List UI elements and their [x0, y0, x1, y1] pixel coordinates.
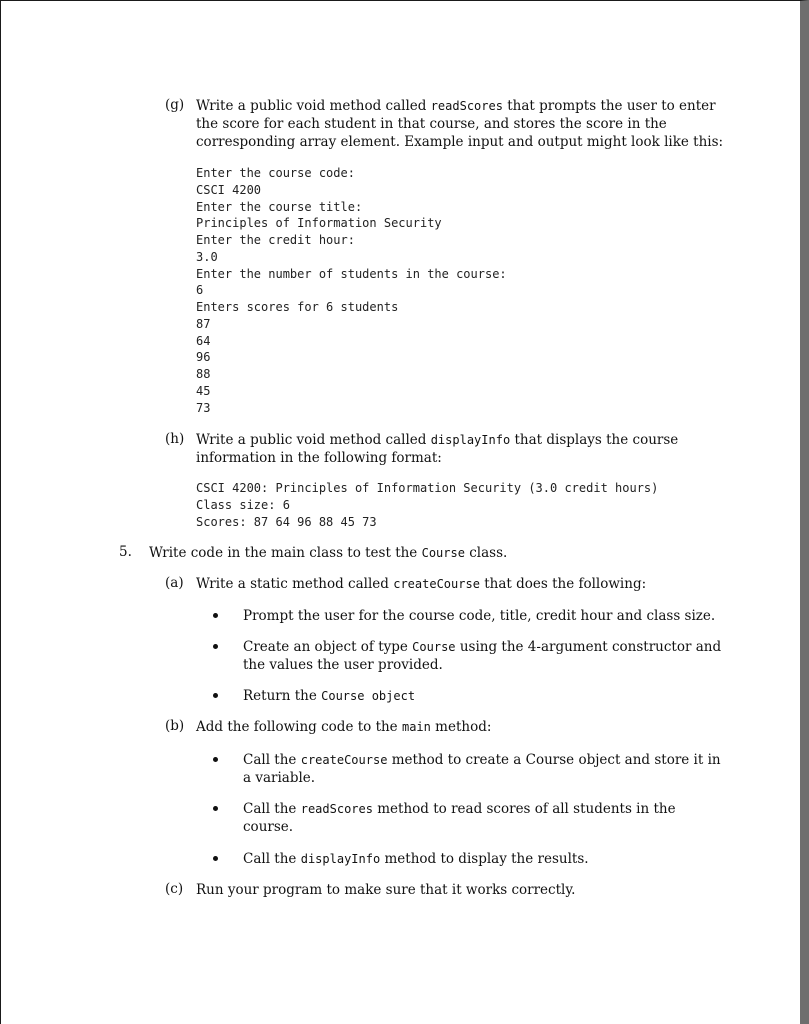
item-label-a: (a): [165, 575, 184, 591]
question-5-text: Write code in the main class to test the Course class.: [149, 545, 508, 561]
code-displayInfo: displayInfo: [430, 433, 511, 447]
item-g-text: Write a public void method called readScores that prompts the user to enter the score for each student in that course, and stores the score in the corresponding array element. Example input and output might look like this:: [196, 98, 724, 150]
bullet-dot: [213, 693, 218, 698]
b-bullet-2: Call the readScores method to read scores of all students in the course.: [243, 801, 676, 835]
bullet-dot: [213, 806, 218, 811]
a-bullet-1: Prompt the user for the course code, title, credit hour and class size.: [243, 608, 716, 624]
code-createCourse: createCourse: [393, 577, 480, 591]
code-main: main: [401, 720, 431, 734]
a-bullet-2: Create an object of type Course using the 4-argument constructor and the values the user provided.: [243, 639, 722, 673]
item-c-text: Run your program to make sure that it works correctly.: [196, 882, 576, 898]
item-label-g: (g): [165, 97, 185, 113]
item-label-c: (c): [165, 881, 184, 897]
item-h-text: Write a public void method called displayInfo that displays the course information in the following format:: [196, 432, 679, 466]
item-a-text: Write a static method called createCourse that does the following:: [196, 576, 647, 592]
b-bullet-3: Call the displayInfo method to display the results.: [243, 851, 589, 867]
a-bullet-3: Return the Course object: [243, 688, 416, 704]
item-label-h: (h): [165, 431, 185, 447]
display-format-block: CSCI 4200: Principles of Information Security (3.0 credit hours) Class size: 6 Scores: 87 64 96 88 45 73: [196, 481, 659, 529]
item-label-b: (b): [165, 718, 185, 734]
sample-io-block: Enter the course code: CSCI 4200 Enter the course title: Principles of Information Security Enter the credit hour: 3.0 Enter the number of students in the course: 6 Enters scores for 6 students 87 64 96 88 45 73: [196, 166, 507, 415]
bullet-dot: [213, 856, 218, 861]
question-number-5: 5.: [119, 544, 132, 560]
b-bullet-1: Call the createCourse method to create a Course object and store it in a variable.: [243, 752, 721, 786]
bullet-dot: [213, 613, 218, 618]
bullet-dot: [213, 757, 218, 762]
code-Course: Course: [421, 546, 465, 560]
code-readScores: readScores: [430, 99, 503, 113]
bullet-dot: [213, 644, 218, 649]
item-b-text: Add the following code to the main method:: [196, 719, 492, 735]
